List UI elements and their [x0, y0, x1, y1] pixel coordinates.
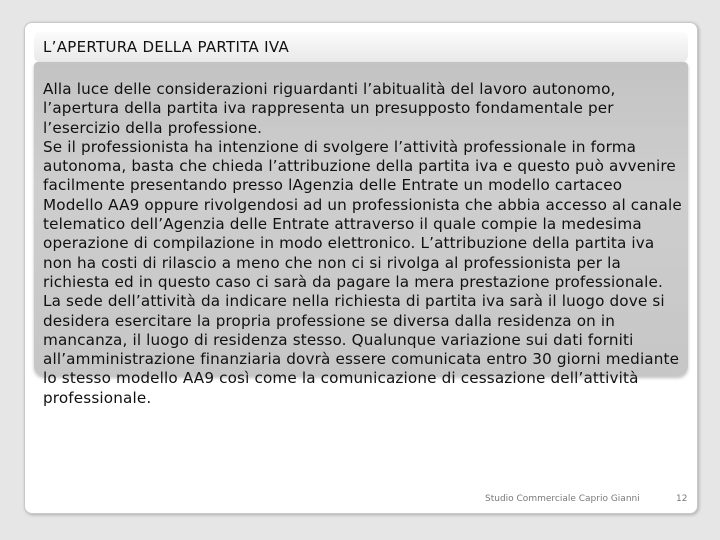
footer-source: Studio Commerciale Caprio Gianni	[485, 494, 640, 504]
slide-body	[43, 80, 683, 408]
page-number: 12	[676, 494, 688, 504]
paragraph-intro: Alla luce delle considerazioni riguardanti l’abitualità del lavoro autonomo, l’apertura della partita iva rappresenta un presupposto fondamentale per l’esercizio della professione.	[43, 80, 616, 137]
paragraph-procedure: Se il professionista ha intenzione di svolgere l’attività professionale in forma autonoma, basta che chieda l’attribuzione della partita iva e questo può avvenire facilmente presentando presso lAgenzia delle Entrate un modello cartaceo Modello AA9 oppure rivolgendosi ad un professionista che abbia accesso al canale telematico dell’Agenzia delle Entrate attraverso il quale compie la medesima operazione di compilazione in modo elettronico. L’attribuzione della partita iva non ha costi di rilascio a meno che non ci si rivolga al professionista per la richiesta ed in questo caso ci sarà da pagare la mera prestazione professionale.	[43, 137, 682, 291]
slide-title: L’APERTURA DELLA PARTITA IVA	[43, 38, 290, 56]
paragraph-location: La sede dell’attività da indicare nella richiesta di partita iva sarà il luogo dove si desidera esercitare la propria professione se diversa dalla residenza on in mancanza, il luogo di residenza stesso. Qualunque variazione sui dati forniti all’amministrazione finanziaria dovrà essere comunicata entro 30 giorni mediante lo stesso modello AA9 così come la comunicazione di cessazione dell’attività professionale.	[43, 292, 680, 407]
